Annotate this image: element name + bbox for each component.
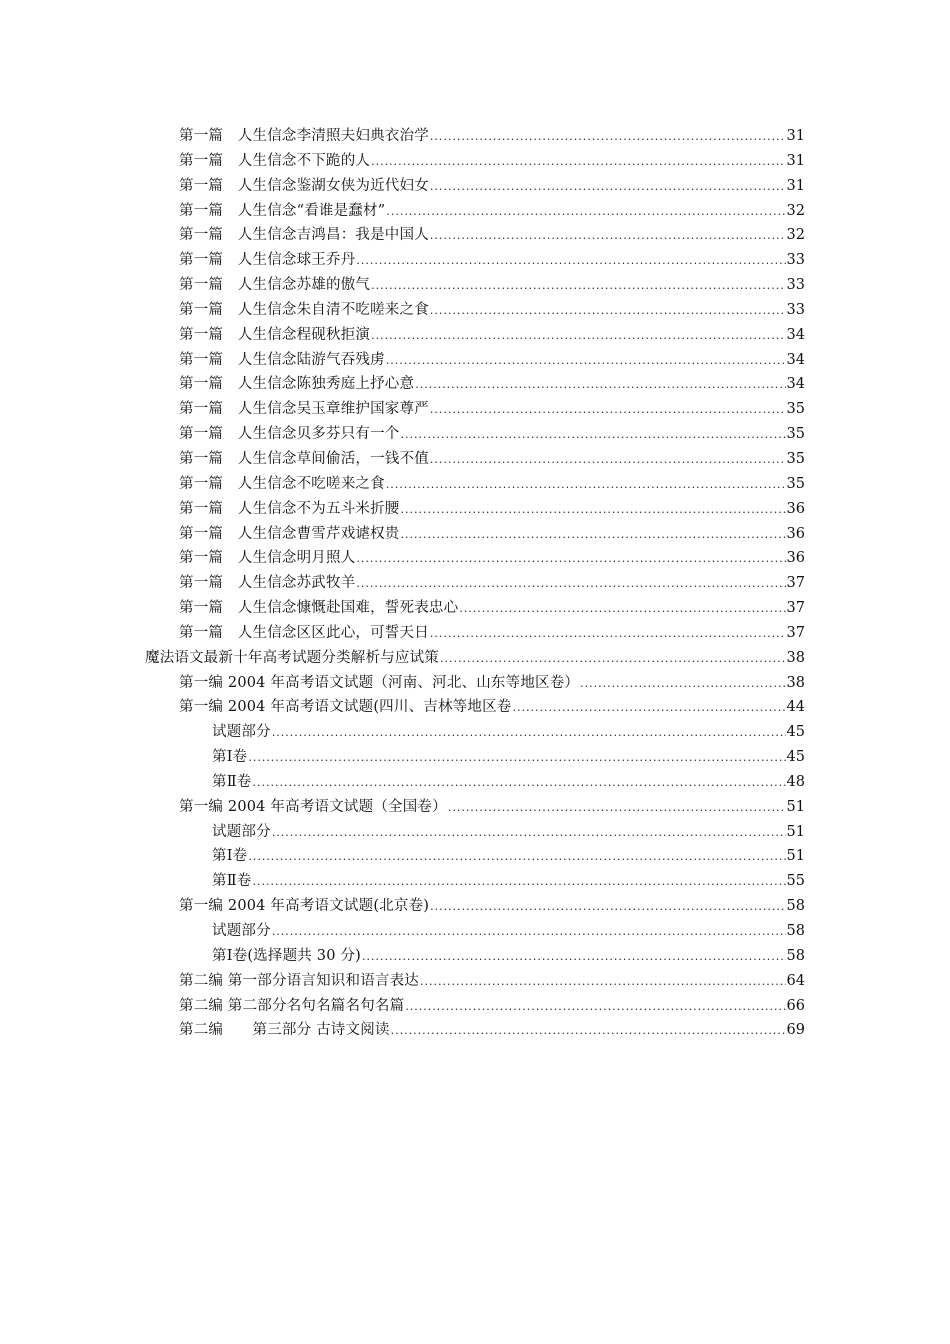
toc-dot-leader xyxy=(430,224,786,249)
toc-entry[interactable] xyxy=(0,348,950,373)
toc-dot-leader xyxy=(362,945,786,970)
toc-dot-leader xyxy=(386,349,786,374)
toc-dot-leader xyxy=(512,696,785,721)
toc-entry-title: 第一篇 人生信念不为五斗米折腰 xyxy=(179,500,400,517)
toc-entry-line xyxy=(179,124,805,150)
toc-dot-leader xyxy=(356,572,785,597)
toc-entry-page-number: 33 xyxy=(786,277,805,294)
toc-entry-line xyxy=(212,745,805,771)
toc-entry-page-number: 35 xyxy=(786,475,805,492)
toc-entry[interactable] xyxy=(0,571,950,596)
toc-dot-leader xyxy=(356,249,785,274)
toc-entry-title: 第一篇 人生信念李清照夫妇典衣治学 xyxy=(179,128,429,144)
toc-entry[interactable] xyxy=(0,770,950,795)
toc-entry[interactable] xyxy=(0,199,950,224)
toc-entry-title: 试题部分 xyxy=(212,923,271,939)
toc-entry-line xyxy=(179,472,805,498)
toc-dot-leader xyxy=(371,150,785,175)
toc-entry-page-number: 38 xyxy=(786,649,805,666)
toc-dot-leader xyxy=(252,771,785,796)
toc-dot-leader xyxy=(272,721,786,746)
toc-entry[interactable] xyxy=(0,372,950,397)
toc-entry-title: 第一编 2004 年高考语文试题(四川、吉林等地区卷 xyxy=(179,699,512,716)
toc-entry-page-number: 31 xyxy=(786,128,805,144)
toc-entry[interactable] xyxy=(0,298,950,323)
toc-entry-page-number: 37 xyxy=(786,624,805,641)
toc-entry-title: 第一篇 人生信念陈独秀庭上抒心意 xyxy=(179,376,415,393)
toc-entry[interactable] xyxy=(0,422,950,447)
toc-entry-page-number: 35 xyxy=(786,401,805,418)
toc-entry-page-number: 34 xyxy=(786,351,805,368)
toc-entry[interactable] xyxy=(0,621,950,646)
toc-entry[interactable] xyxy=(0,646,950,671)
toc-dot-leader xyxy=(430,448,786,473)
toc-entry-page-number: 66 xyxy=(786,997,805,1014)
toc-entry-page-number: 32 xyxy=(786,202,805,219)
toc-entry-title: 试题部分 xyxy=(212,823,271,840)
toc-entry-title: 第一篇 人生信念陆游气吞残虏 xyxy=(179,351,385,368)
toc-entry-line xyxy=(179,671,805,697)
toc-entry-page-number: 44 xyxy=(786,699,805,716)
toc-entry-line xyxy=(212,919,805,945)
toc-entry-line xyxy=(212,820,805,846)
toc-dot-leader xyxy=(356,547,785,572)
toc-entry-line xyxy=(179,397,805,423)
toc-entry-title: 第一篇 人生信念不下跪的人 xyxy=(179,152,371,169)
toc-entry-line xyxy=(212,720,805,746)
toc-entry-page-number: 55 xyxy=(786,873,805,890)
table-of-contents xyxy=(0,124,950,1043)
toc-entry-line xyxy=(179,571,805,597)
toc-entry-title: 第二编 第二部分名句名篇名句名篇 xyxy=(179,997,405,1014)
toc-entry-page-number: 45 xyxy=(786,724,805,741)
toc-entry-page-number: 64 xyxy=(786,972,805,989)
toc-entry[interactable] xyxy=(0,745,950,770)
toc-entry-title: 第一篇 人生信念苏武牧羊 xyxy=(179,575,356,592)
toc-entry-line xyxy=(179,372,805,398)
toc-entry[interactable] xyxy=(0,944,950,969)
toc-entry[interactable] xyxy=(0,720,950,745)
toc-entry-line xyxy=(179,149,805,175)
toc-entry-page-number: 37 xyxy=(786,600,805,617)
toc-entry-title: 第一篇 人生信念程砚秋拒演 xyxy=(179,326,371,343)
toc-entry-page-number: 36 xyxy=(786,550,805,567)
toc-entry-line xyxy=(179,223,805,249)
toc-entry-page-number: 36 xyxy=(786,500,805,517)
toc-entry-title: 第二编 第三部分 古诗文阅读 xyxy=(179,1022,390,1039)
toc-entry-title: 第一编 2004 年高考语文试题（全国卷） xyxy=(179,798,447,815)
toc-entry-line xyxy=(179,298,805,324)
toc-entry-page-number: 51 xyxy=(786,848,805,865)
toc-dot-leader xyxy=(272,821,786,846)
toc-dot-leader xyxy=(415,373,785,398)
toc-entry-title: 第一编 2004 年高考语文试题(北京卷) xyxy=(179,898,430,915)
toc-entry[interactable] xyxy=(0,894,950,919)
toc-entry-line xyxy=(179,894,805,920)
toc-dot-leader xyxy=(430,299,786,324)
toc-dot-leader xyxy=(430,895,785,920)
toc-entry[interactable] xyxy=(0,149,950,174)
toc-entry[interactable] xyxy=(0,447,950,472)
toc-entry-title: 第一篇 人生信念吴玉章维护国家尊严 xyxy=(179,401,429,418)
toc-entry-title: 第一篇 人生信念球王乔丹 xyxy=(179,252,356,269)
toc-entry-line xyxy=(212,770,805,796)
toc-dot-leader xyxy=(401,423,786,448)
toc-entry-page-number: 32 xyxy=(786,227,805,244)
toc-entry-title: 第一篇 人生信念“看谁是蠢材” xyxy=(179,202,386,219)
toc-entry-page-number: 35 xyxy=(786,450,805,467)
toc-entry-page-number: 33 xyxy=(786,301,805,318)
toc-dot-leader xyxy=(430,175,786,200)
toc-entry-title: 魔法语文最新十年高考试题分类解析与应试策 xyxy=(145,649,439,666)
toc-entry[interactable] xyxy=(0,844,950,869)
toc-entry-title: 第一篇 人生信念吉鸿昌：我是中国人 xyxy=(179,227,429,244)
toc-entry-page-number: 69 xyxy=(786,1022,805,1039)
toc-entry[interactable] xyxy=(0,546,950,571)
toc-entry-page-number: 48 xyxy=(786,773,805,790)
toc-entry-page-number: 31 xyxy=(786,152,805,169)
toc-entry-line xyxy=(179,174,805,200)
toc-entry-title: 第Ⅰ卷(选择题共 30 分) xyxy=(212,947,362,964)
toc-dot-leader xyxy=(391,1019,786,1044)
toc-entry-line xyxy=(179,522,805,548)
toc-entry[interactable] xyxy=(0,223,950,248)
toc-entry[interactable] xyxy=(0,323,950,348)
toc-entry-page-number: 36 xyxy=(786,525,805,542)
toc-entry[interactable] xyxy=(0,869,950,894)
toc-entry-line xyxy=(179,348,805,374)
toc-dot-leader xyxy=(420,970,786,995)
toc-entry-title: 第Ⅰ卷 xyxy=(212,749,248,766)
toc-entry-page-number: 58 xyxy=(786,947,805,964)
toc-entry-line xyxy=(179,248,805,274)
toc-dot-leader xyxy=(252,870,785,895)
toc-entry-title: 第一篇 人生信念苏雄的傲气 xyxy=(179,277,371,294)
toc-entry-page-number: 51 xyxy=(786,798,805,815)
toc-entry-line xyxy=(212,944,805,970)
toc-entry-title: 第一篇 人生信念区区此心，可誓天日 xyxy=(179,624,429,641)
toc-entry-title: 第一编 2004 年高考语文试题（河南、河北、山东等地区卷） xyxy=(179,674,580,691)
toc-entry-page-number: 35 xyxy=(786,426,805,443)
toc-entry[interactable] xyxy=(0,397,950,422)
toc-entry-title: 第Ⅱ卷 xyxy=(212,773,252,790)
toc-entry-title: 第一篇 人生信念不吃嗟来之食 xyxy=(179,475,385,492)
toc-entry[interactable] xyxy=(0,1018,950,1043)
toc-entry[interactable] xyxy=(0,596,950,621)
toc-entry-line xyxy=(179,422,805,448)
toc-entry[interactable] xyxy=(0,671,950,696)
toc-entry-title: 第一篇 人生信念鉴湖女侠为近代妇女 xyxy=(179,177,429,194)
toc-entry[interactable] xyxy=(0,497,950,522)
toc-entry-page-number: 58 xyxy=(786,898,805,915)
toc-entry[interactable] xyxy=(0,472,950,497)
toc-entry-title: 第一篇 人生信念草间偷活，一钱不值 xyxy=(179,450,429,467)
toc-entry-line xyxy=(179,323,805,349)
toc-entry-line xyxy=(179,273,805,299)
toc-entry-page-number: 33 xyxy=(786,252,805,269)
toc-entry-page-number: 31 xyxy=(786,177,805,194)
toc-entry-line xyxy=(212,844,805,870)
toc-entry-line xyxy=(179,795,805,821)
toc-entry-line xyxy=(179,994,805,1020)
toc-entry-line xyxy=(179,969,805,995)
toc-entry-page-number: 45 xyxy=(786,749,805,766)
toc-entry[interactable] xyxy=(0,124,950,149)
toc-dot-leader xyxy=(580,672,785,697)
toc-entry-title: 第一篇 人生信念朱自清不吃嗟来之食 xyxy=(179,301,429,318)
toc-entry-line xyxy=(179,596,805,622)
toc-entry[interactable] xyxy=(0,919,950,944)
toc-dot-leader xyxy=(430,398,786,423)
toc-dot-leader xyxy=(386,200,785,225)
toc-entry-line xyxy=(179,1018,805,1044)
toc-entry[interactable] xyxy=(0,820,950,845)
toc-dot-leader xyxy=(248,845,785,870)
toc-dot-leader xyxy=(401,523,786,548)
toc-entry[interactable] xyxy=(0,174,950,199)
toc-entry[interactable] xyxy=(0,994,950,1019)
toc-entry-title: 试题部分 xyxy=(212,724,271,741)
toc-entry-title: 第Ⅰ卷 xyxy=(212,848,248,865)
toc-dot-leader xyxy=(386,473,786,498)
toc-entry-page-number: 51 xyxy=(786,823,805,840)
toc-entry-title: 第一篇 人生信念明月照人 xyxy=(179,550,356,567)
toc-entry-title: 第一篇 人生信念慷慨赴国难，誓死表忠心 xyxy=(179,600,459,617)
toc-entry-page-number: 38 xyxy=(786,674,805,691)
toc-entry-line xyxy=(145,646,805,672)
toc-entry[interactable] xyxy=(0,248,950,273)
toc-entry-line xyxy=(179,546,805,572)
toc-entry[interactable] xyxy=(0,273,950,298)
toc-dot-leader xyxy=(401,498,786,523)
toc-dot-leader xyxy=(371,274,785,299)
toc-entry-line xyxy=(212,869,805,895)
toc-entry-page-number: 58 xyxy=(786,923,805,939)
toc-entry-title: 第Ⅱ卷 xyxy=(212,873,252,890)
toc-entry[interactable] xyxy=(0,795,950,820)
toc-entry-line xyxy=(179,621,805,647)
toc-dot-leader xyxy=(430,125,786,150)
toc-entry-page-number: 37 xyxy=(786,575,805,592)
toc-dot-leader xyxy=(430,622,786,647)
toc-entry[interactable] xyxy=(0,969,950,994)
toc-entry[interactable] xyxy=(0,522,950,547)
toc-entry-page-number: 34 xyxy=(786,376,805,393)
toc-dot-leader xyxy=(440,647,786,672)
toc-entry-line xyxy=(179,695,805,721)
toc-entry[interactable] xyxy=(0,695,950,720)
toc-entry-page-number: 34 xyxy=(786,326,805,343)
toc-entry-line xyxy=(179,447,805,473)
toc-dot-leader xyxy=(448,796,786,821)
toc-dot-leader xyxy=(371,324,785,349)
toc-entry-title: 第二编 第一部分语言知识和语言表达 xyxy=(179,972,420,989)
toc-dot-leader xyxy=(405,995,785,1020)
toc-dot-leader xyxy=(459,597,785,622)
toc-entry-title: 第一篇 人生信念曹雪芹戏谑权贵 xyxy=(179,525,400,542)
toc-dot-leader xyxy=(248,746,785,771)
toc-entry-line xyxy=(179,497,805,523)
toc-entry-line xyxy=(179,199,805,225)
toc-entry-title: 第一篇 人生信念贝多芬只有一个 xyxy=(179,426,400,443)
toc-dot-leader xyxy=(272,920,786,945)
